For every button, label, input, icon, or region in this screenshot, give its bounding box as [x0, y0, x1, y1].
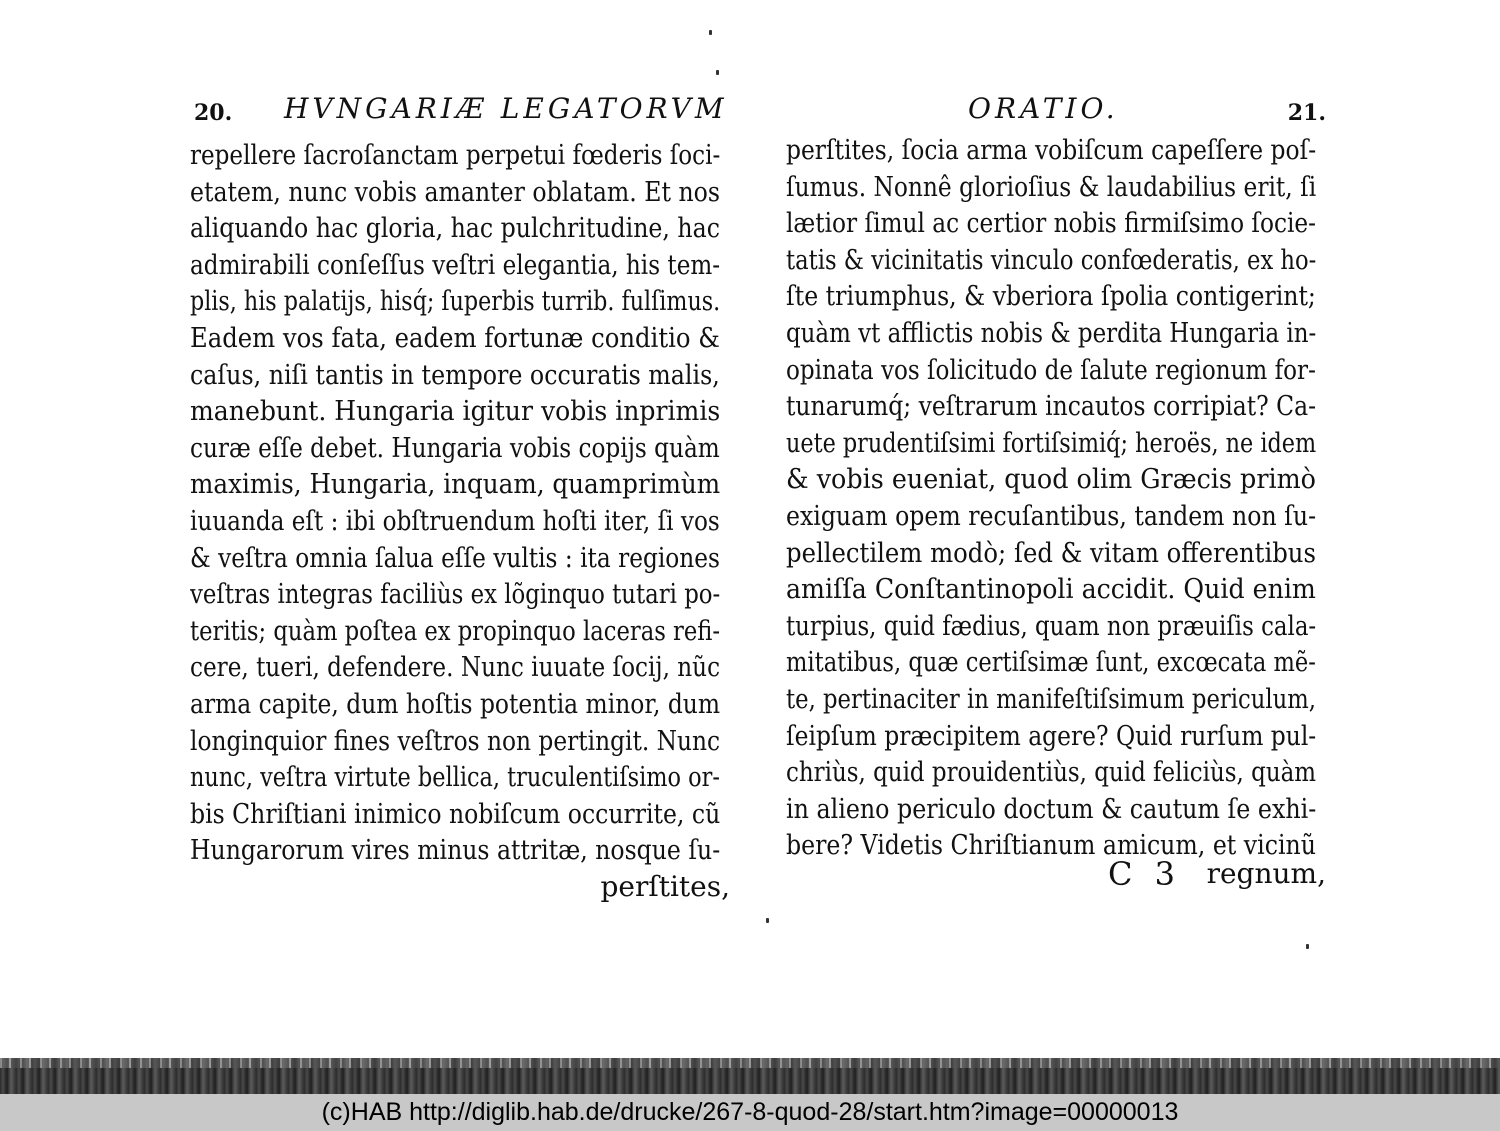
text-line: turpius, quid fædius, quam non præuiſis cala- [786, 610, 1317, 642]
text-line: perſtites, ſocia arma vobiſcum capeſſere poſ- [786, 135, 1317, 166]
left-catchline [190, 868, 730, 908]
text-line: aliquando hac gloria, hac pulchritudine, hac [190, 213, 720, 245]
text-line: plis, his palatijs, hisq́; ſuperbis turrib. fulſimus. [190, 286, 721, 318]
text-line: veſtras integras faciliùs ex lõginquo tutari po- [190, 579, 721, 611]
right-running-head: ORATIO. [968, 92, 1119, 125]
text-line: chriùs, quid prouidentiùs, quid feliciùs, quàm [786, 757, 1317, 789]
source-url-text[interactable]: (c)HAB http://diglib.hab.de/drucke/267-8-quod-28/start.htm?image=00000013 [321, 1098, 1179, 1126]
text-line: pellectilem modò; ſed & vitam offerentibus [786, 537, 1316, 569]
print-speck [716, 70, 719, 75]
text-line: ſumus. Nonnê glorioſius & laudabilius erit, ſi [786, 171, 1317, 203]
text-line: tunarumq́; veſtrarum incautos corripiat? Ca- [786, 391, 1317, 423]
right-page-number: 21. [1287, 100, 1326, 126]
text-line: & vobis eueniat, quod olim Græcis primò [786, 464, 1316, 496]
print-speck [1306, 944, 1309, 949]
text-line: quàm vt afflictis nobis & perdita Hungaria in- [786, 317, 1317, 349]
text-line: & veſtra omnia ſalua eſſe vultis : ita regiones [190, 542, 720, 574]
scanner-edge-strip [0, 1058, 1500, 1094]
signature-mark: C 3 [1108, 855, 1182, 893]
text-line: caſus, niſi tantis in tempore occuratis malis, [190, 359, 720, 391]
text-line: admirabili conſeſſus veſtri elegantia, his tem- [190, 249, 721, 281]
text-line: opinata vos ſolicitudo de ſalute regionum for- [786, 354, 1316, 386]
text-line: ſte triumphus, & vberiora ſpolia contigerint; [786, 281, 1316, 313]
text-line: te, pertinaciter in manifeſtiſsimum periculum, [786, 683, 1316, 715]
text-line: Hungarorum vires minus attritæ, nosque ſu- [190, 835, 721, 867]
text-line: amiſſa Conſtantinopoli accidit. Quid enim [786, 574, 1316, 606]
right-catchword: regnum, [1206, 857, 1326, 890]
text-line: tatis & vicinitatis vinculo confœderatis, ex ho- [786, 244, 1317, 276]
left-running-head: HVNGARIÆ LEGATORVM [284, 92, 728, 125]
text-line: curæ eſſe debet. Hungaria vobis copijs quàm [190, 432, 720, 464]
text-line: bere? Videtis Chriſtianum amicum, et vicinũ [786, 830, 1316, 862]
print-speck [766, 918, 769, 923]
text-line: manebunt. Hungaria igitur vobis inprimis [190, 396, 721, 428]
text-line: ſeipſum præcipitem agere? Quid rurſum pul- [786, 720, 1317, 752]
text-line: iuuanda eſt : ibi obſtruendum hoſti iter, ſi vos [190, 505, 720, 537]
left-catchword: perſtites, [600, 870, 730, 903]
text-line: nunc, veſtra virtute bellica, truculentiſsimo or- [190, 762, 720, 794]
text-line: bis Chriſtiani inimico nobiſcum occurrite, cũ [190, 798, 721, 830]
right-catchline [786, 855, 1326, 895]
text-line: maximis, Hungaria, inquam, quamprimùm [190, 469, 721, 501]
text-line: in alieno periculo doctum & cautum ſe exhi- [786, 793, 1317, 825]
text-line: teritis; quàm poſtea ex propinquo laceras refi- [190, 615, 721, 647]
text-line: uete prudentiſsimi fortiſsimiq́; heroës, ne idem [786, 427, 1317, 459]
text-line: lætior ſimul ac certior nobis firmiſsimo ſocie- [786, 208, 1317, 240]
print-speck [709, 30, 712, 35]
text-line: Eadem vos fata, eadem fortunæ conditio & [190, 322, 720, 354]
left-page-number: 20. [194, 100, 233, 126]
text-line: exiguam opem recuſantibus, tandem non ſu- [786, 500, 1317, 532]
right-text-block [786, 133, 1326, 865]
text-line: etatem, nunc vobis amanter oblatam. Et nos [190, 176, 720, 208]
text-line: mitatibus, quæ certiſsimæ ſunt, excœcata mẽ- [786, 647, 1316, 679]
text-line: arma capite, dum hoſtis potentia minor, dum [190, 688, 721, 720]
text-line: longinquior fines veſtros non pertingit. Nunc [190, 725, 721, 757]
text-line: cere, tueri, defendere. Nunc iuuate ſocij, nũc [190, 652, 721, 684]
text-line: repellere ſacroſanctam perpetui fœderis ſoci- [190, 140, 721, 171]
left-text-block [190, 138, 730, 870]
source-footer [0, 1094, 1500, 1131]
